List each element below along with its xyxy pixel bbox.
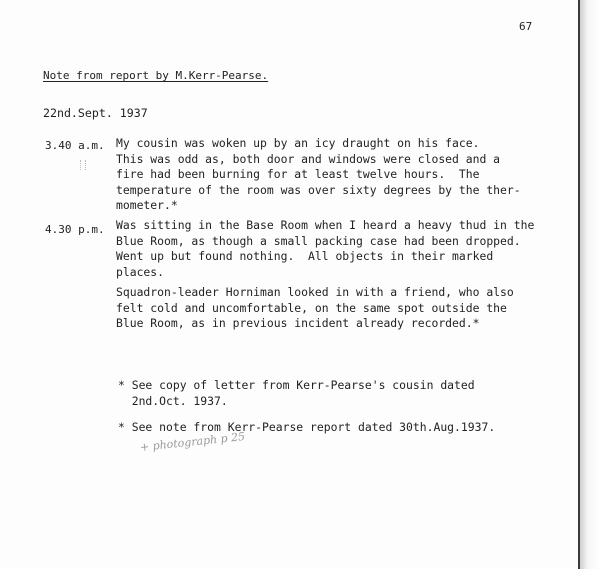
text-line: Was sitting in the Base Room when I heard a heavy thud in the <box>116 218 535 232</box>
text-line: * See copy of letter from Kerr-Pearse's cousin dated <box>118 378 475 392</box>
entry-time-2: 4.30 p.m. <box>45 223 105 236</box>
entry-text-1 <box>116 136 521 214</box>
footnote-2 <box>118 420 495 436</box>
text-line: places. <box>116 264 165 279</box>
text-line: Squadron-leader Horniman looked in with a friend, who also <box>116 285 514 299</box>
page-number: 67 <box>519 20 533 33</box>
followup-text <box>116 285 514 332</box>
text-line: This was odd as, both door and windows were closed and a <box>116 151 501 166</box>
entry-text-2 <box>116 218 534 280</box>
text-line: fire had been burning for at least twelve hours. The <box>116 167 480 181</box>
text-line: Blue Room, as in previous incident already recorded.* <box>116 316 480 330</box>
margin-mark <box>80 160 86 170</box>
text-line: * See note from Kerr-Pearse report dated 30th.Aug.1937. <box>118 420 496 434</box>
text-line: Blue Room, as though a small packing case had been dropped. <box>116 233 521 248</box>
text-line: My cousin was woken up by an icy draught on his face. <box>116 136 480 150</box>
entry-time-1: 3.40 a.m. <box>45 139 105 152</box>
footnote-1 <box>118 378 475 409</box>
text-line: felt cold and uncomfortable, on the same spot outside the <box>116 300 507 315</box>
text-line: mometer.* <box>116 198 178 212</box>
entry-date: 22nd.Sept. 1937 <box>43 106 148 120</box>
report-heading: Note from report by M.Kerr-Pearse. <box>43 69 269 82</box>
text-line: temperature of the room was over sixty degrees by the ther- <box>116 182 521 197</box>
handwritten-annotation: + photograph p 25 <box>139 430 246 454</box>
page-edge-shadow <box>580 0 600 569</box>
text-line: 2nd.Oct. 1937. <box>118 393 228 408</box>
text-line: Went up but found nothing. All objects in their marked <box>116 249 494 263</box>
